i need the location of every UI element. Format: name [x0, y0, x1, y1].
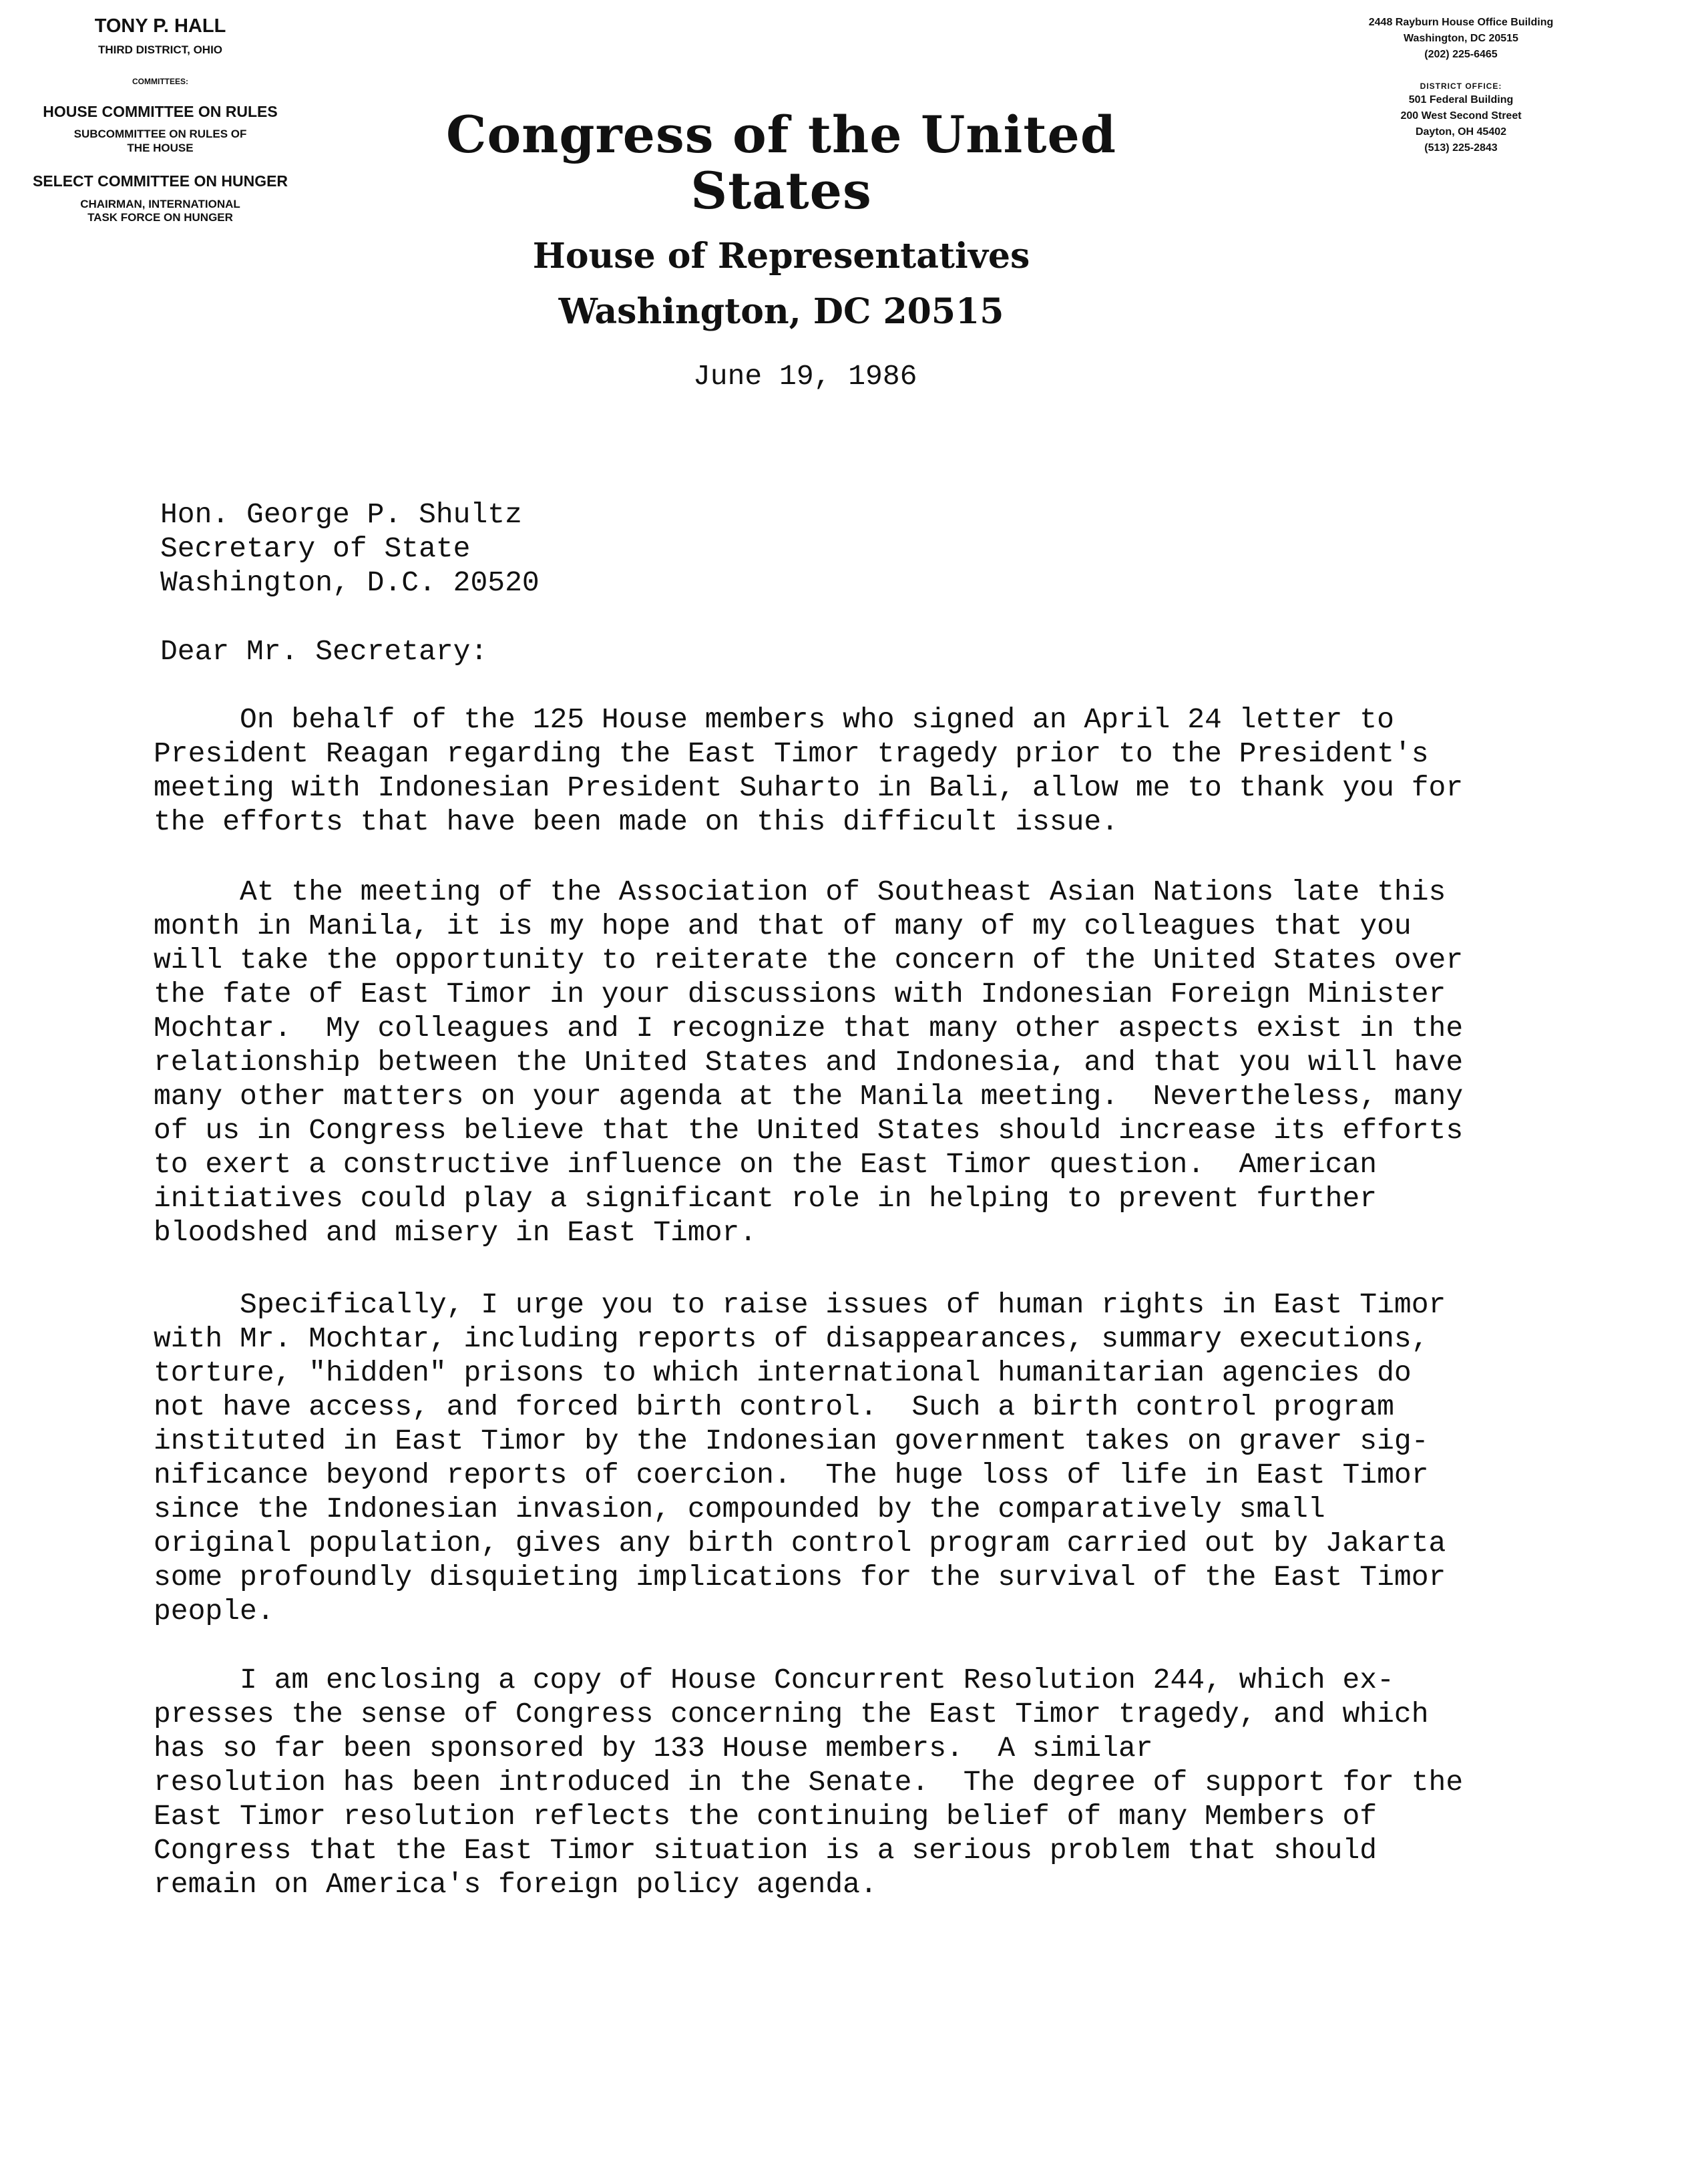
text-line: At the meeting of the Association of Southeast Asian Nations late this	[154, 876, 1446, 908]
text-line: torture, "hidden" prisons to which international humanitarian agencies do	[154, 1356, 1412, 1389]
text-line: bloodshed and misery in East Timor.	[154, 1216, 757, 1249]
text-line: meeting with Indonesian President Suharto in Bali, allow me to thank you for	[154, 771, 1464, 804]
chairman-title: CHAIRMAN, INTERNATIONAL	[80, 197, 240, 210]
text-line: Mochtar. My colleagues and I recognize that many other aspects exist in the	[154, 1012, 1464, 1045]
text-line: presses the sense of Congress concerning the East Timor tragedy, and which	[154, 1698, 1429, 1731]
recipient-address	[160, 498, 540, 600]
office-info	[1314, 15, 1608, 156]
text-line: East Timor resolution reflects the continuing belief of many Members of	[154, 1800, 1378, 1833]
paragraph-1	[154, 703, 1556, 839]
letterhead-city: Washington, DC 20515	[558, 291, 1004, 333]
recipient-title: Secretary of State	[160, 532, 471, 565]
subcommittee-rules-cont: THE HOUSE	[127, 141, 194, 154]
member-name: TONY P. HALL	[94, 15, 226, 37]
text-line: relationship between the United States and Indonesia, and that you will have	[154, 1046, 1464, 1079]
dc-office-address-line2: Washington, DC 20515	[1404, 33, 1518, 44]
text-line: initiatives could play a significant role in helping to prevent further	[154, 1182, 1378, 1215]
text-line: has so far been sponsored by 133 House members. A similar	[154, 1732, 1153, 1765]
letterhead-subtitle: House of Representatives	[532, 236, 1030, 277]
recipient-city: Washington, D.C. 20520	[160, 566, 540, 599]
letter-date: June 19, 1986	[693, 360, 917, 393]
member-district: THIRD DISTRICT, OHIO	[97, 43, 223, 56]
text-line: will take the opportunity to reiterate the concern of the United States over	[154, 944, 1464, 976]
text-line: nificance beyond reports of coercion. The huge loss of life in East Timor	[154, 1459, 1429, 1491]
text-line: Congress that the East Timor situation is a serious problem that should	[154, 1834, 1378, 1867]
text-line: not have access, and forced birth control. Such a birth control program	[154, 1391, 1394, 1423]
dc-office-phone: (202) 225-6465	[1424, 49, 1498, 60]
paragraph-2	[154, 875, 1556, 1250]
committee-hunger: SELECT COMMITTEE ON HUNGER	[32, 172, 288, 190]
text-line: original population, gives any birth control program carried out by Jakarta	[154, 1527, 1446, 1560]
letterhead-title: Congress of the United States	[445, 105, 1117, 220]
salutation: Dear Mr. Secretary:	[160, 635, 488, 668]
text-line: the fate of East Timor in your discussions with Indonesian Foreign Minister	[154, 978, 1446, 1011]
text-line: resolution has been introduced in the Senate. The degree of support for the	[154, 1766, 1464, 1799]
text-line: month in Manila, it is my hope and that of many of my colleagues that you	[154, 910, 1412, 942]
district-office-line3: Dayton, OH 45402	[1415, 126, 1507, 138]
subcommittee-rules: SUBCOMMITTEE ON RULES OF	[73, 128, 247, 141]
text-line: President Reagan regarding the East Timor tragedy prior to the President's	[154, 737, 1429, 770]
district-office-label: DISTRICT OFFICE:	[1420, 81, 1502, 91]
text-line: with Mr. Mochtar, including reports of disappearances, summary executions,	[154, 1322, 1429, 1355]
district-office-line1: 501 Federal Building	[1408, 94, 1514, 106]
paragraph-3	[154, 1288, 1556, 1628]
recipient-name: Hon. George P. Shultz	[160, 498, 522, 531]
district-office-phone: (513) 225-2843	[1424, 142, 1498, 154]
text-line: Specifically, I urge you to raise issues of human rights in East Timor	[154, 1288, 1446, 1321]
letterhead-title-block	[401, 107, 1162, 331]
text-line: since the Indonesian invasion, compounded by the comparatively small	[154, 1493, 1325, 1525]
member-info	[20, 15, 300, 224]
text-line: of us in Congress believe that the United States should increase its efforts	[154, 1114, 1464, 1147]
text-line: the efforts that have been made on this difficult issue.	[154, 805, 1119, 838]
district-office-line2: 200 West Second Street	[1400, 110, 1522, 122]
text-line: some profoundly disquieting implications for the survival of the East Timor	[154, 1561, 1446, 1594]
dc-office-address-line1: 2448 Rayburn House Office Building	[1368, 17, 1554, 28]
committee-rules: HOUSE COMMITTEE ON RULES	[43, 102, 278, 120]
text-line: I am enclosing a copy of House Concurrent Resolution 244, which ex-	[154, 1664, 1394, 1696]
text-line: instituted in East Timor by the Indonesian government takes on graver sig-	[154, 1425, 1429, 1457]
chairman-title-cont: TASK FORCE ON HUNGER	[87, 210, 233, 224]
paragraph-4	[154, 1663, 1556, 1901]
committees-label: COMMITTEES:	[132, 77, 188, 87]
text-line: many other matters on your agenda at the Manila meeting. Nevertheless, many	[154, 1080, 1464, 1113]
text-line: to exert a constructive influence on the East Timor question. American	[154, 1148, 1378, 1181]
text-line: On behalf of the 125 House members who signed an April 24 letter to	[154, 703, 1394, 736]
text-line: remain on America's foreign policy agenda.	[154, 1868, 877, 1901]
text-line: people.	[154, 1595, 274, 1628]
